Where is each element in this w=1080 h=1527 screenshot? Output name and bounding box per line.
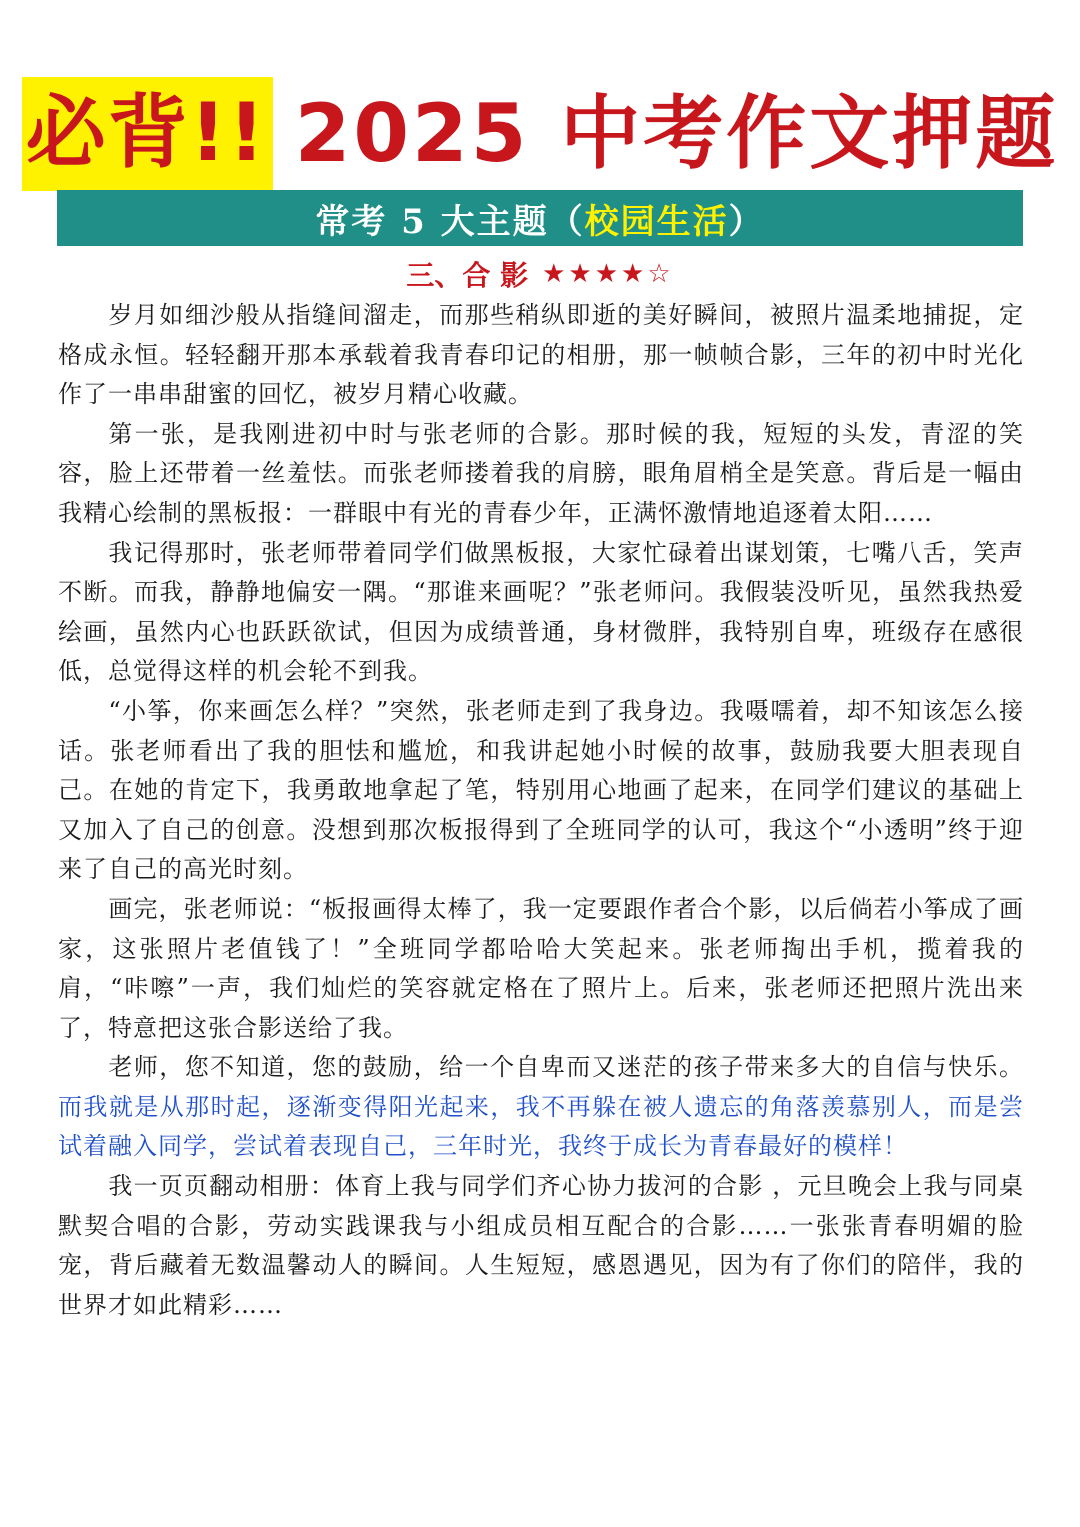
title-highlight-tag: 必背!! <box>22 77 273 191</box>
section-heading <box>0 252 1080 296</box>
essay-body <box>58 296 1024 1325</box>
banner-suffix: ） <box>728 201 765 242</box>
page-title <box>0 78 1080 190</box>
essay-paragraph-5: 画完，张老师说：“板报画得太棒了，我一定要跟作者合个影，以后倘若小筝成了画家，这张照片老值钱了！”全班同学都哈哈大笑起来。张老师掏出手机，揽着我的肩，“咔嚓”一声，我们灿烂的笑容就定格在了照片上。后来，张老师还把照片洗出来了，特意把这张合影送给了我。 <box>58 894 1024 1042</box>
rating-stars-icon: ★★★★☆ <box>542 259 674 289</box>
essay-paragraph-3: 我记得那时，张老师带着同学们做黑板报，大家忙碌着出谋划策，七嘴八舌，笑声不断。而我，静静地偏安一隅。“那谁来画呢？”张老师问。我假装没听见，虽然我热爱绘画，虽然内心也跃跃欲试，但因为成绩普通，身材微胖，我特别自卑，班级存在感很低，总觉得这样的机会轮不到我。 <box>58 538 1024 686</box>
essay-paragraph-6 <box>58 1048 1024 1167</box>
title-main-text: 2025 中考作文押题 <box>294 87 1059 180</box>
essay-paragraph-2: 第一张，是我刚进初中时与张老师的合影。那时候的我，短短的头发，青涩的笑容，脸上还带着一丝羞怯。而张老师搂着我的肩膀，眼角眉梢全是笑意。背后是一幅由我精心绘制的黑板报：一群眼中有光的青春少年，正满怀激情地追逐着太阳…… <box>58 419 1024 527</box>
theme-banner <box>57 190 1023 246</box>
essay-paragraph-1: 岁月如细沙般从指缝间溜走，而那些稍纵即逝的美好瞬间，被照片温柔地捕捉，定格成永恒。轻轻翻开那本承载着我青春印记的相册，那一帧帧合影，三年的初中时光化作了一串串甜蜜的回忆，被岁月精心收藏。 <box>58 301 1024 409</box>
banner-highlight: 校园生活 <box>584 201 729 242</box>
banner-prefix: 常考 5 大主题（ <box>315 201 585 242</box>
paragraph-6-normal: 老师，您不知道，您的鼓励，给一个自卑而又迷茫的孩子带来多大的自信与快乐。 <box>108 1053 1024 1082</box>
essay-paragraph-7: 我一页页翻动相册：体育上我与同学们齐心协力拔河的合影 ，元旦晚会上我与同桌默契合唱的合影，劳动实践课我与小组成员相互配合的合影……一张张青春明媚的脸宠，背后藏着无数温馨动人的瞬间。人生短短，感恩遇见，因为有了你们的陪伴，我的世界才如此精彩…… <box>58 1172 1024 1319</box>
essay-paragraph-4: “小筝，你来画怎么样？”突然，张老师走到了我身边。我嗫嚅着，却不知该怎么接话。张老师看出了我的胆怯和尴尬，和我讲起她小时候的故事，鼓励我要大胆表现自己。在她的肯定下，我勇敢地拿起了笔，特别用心地画了起来，在同学们建议的基础上又加入了自己的创意。没想到那次板报得到了全班同学的认可，我这个“小透明”终于迎来了自己的高光时刻。 <box>58 696 1024 884</box>
section-title: 三、合 影 <box>406 259 529 292</box>
paragraph-6-emphasis: 而我就是从那时起，逐渐变得阳光起来，我不再躲在被人遗忘的角落羡慕别人，而是尝试着融入同学，尝试着表现自己，三年时光，我终于成长为青春最好的模样！ <box>58 1092 1024 1161</box>
